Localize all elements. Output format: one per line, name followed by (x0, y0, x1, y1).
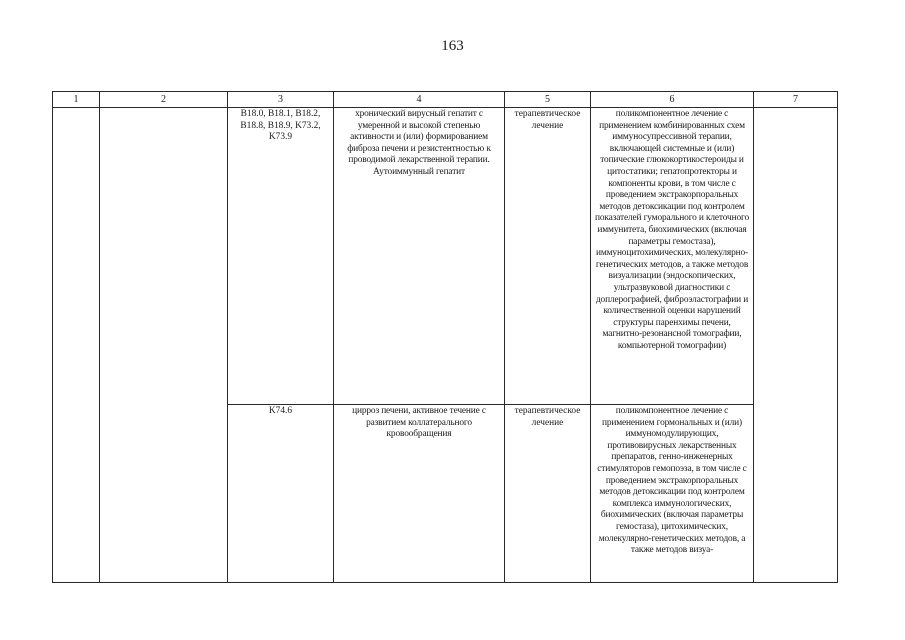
icd-codes-text: K74.6 (268, 406, 293, 416)
cell-patient-model (334, 405, 505, 583)
column-header-7: 7 (754, 92, 838, 108)
patient-model-text: цирроз печени, активное течение с развитием коллатерального кровообращения (352, 406, 486, 440)
cell-treatment-method (591, 108, 754, 405)
icd-codes-text: B18.0, B18.1, B18.2, B18.8, B18.9, K73.2, K73.9 (240, 109, 321, 143)
column-header-5: 5 (505, 92, 591, 108)
column-header-3: 3 (228, 92, 334, 108)
column-header-4: 4 (334, 92, 505, 108)
cell-patient-model (334, 108, 505, 405)
patient-model-text: хронический вирусный гепатит с умеренной и высокой степенью активности и (или) формированием фиброза печени и резистентностью к проводимой лекарственной терапии. Аутоиммунный гепатит (347, 109, 491, 177)
page-number: 163 (441, 38, 464, 54)
header-row (53, 92, 838, 108)
treatment-type-text: терапевтическое лечение (514, 109, 581, 131)
cell-treatment-method (591, 405, 754, 583)
cell-treatment-type (505, 405, 591, 583)
column-header-1: 1 (53, 92, 100, 108)
treatment-method-text: поликомпонентное лечение с применением гормональных и (или) иммуномодулирующих, противовирусных лекарственных препаратов, генно-инженерных стимуляторов гемопоэза, в том числе с проведением экстракорпоральных методов детоксикации под контролем комплекса иммунологических, биохимических (включая параметры гемостаза), цитохимических, молекулярно-генетических методов, а также методов визуа- (597, 406, 747, 556)
treatment-type-text: терапевтическое лечение (514, 406, 581, 428)
table-row (53, 108, 838, 405)
medical-care-table (52, 91, 838, 583)
cell-treatment-type (505, 108, 591, 405)
cell-icd-codes (228, 108, 334, 405)
cell-col7 (754, 108, 838, 583)
cell-col1 (53, 108, 100, 583)
column-header-6: 6 (591, 92, 754, 108)
column-header-2: 2 (100, 92, 228, 108)
cell-icd-codes (228, 405, 334, 583)
treatment-method-text: поликомпонентное лечение с применением комбинированных схем иммуносупрессивной терапии, включающей системные и (или) топические глюкокортикостероиды и цитостатики; гепатопротекторы и компоненты крови, в том числе с проведением экстракорпоральных методов детоксикации под контролем показателей гуморального и клеточного иммунитета, биохимических (включая параметры гемостаза), иммуноцитохимических, молекулярно-генетических методов, а также методов визуализации (эндоскопических, ультразвуковой диагностики с доплерографией, фиброэластографии и количественной оценки нарушений структуры паренхимы печени, магнитно-резонансной томографии, компьютерной томографии) (595, 109, 749, 351)
cell-col2 (100, 108, 228, 583)
